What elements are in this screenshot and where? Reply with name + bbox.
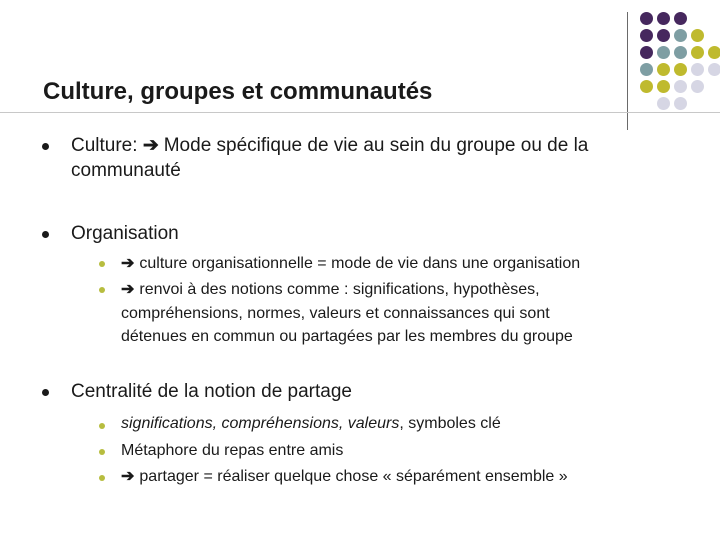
decor-dot <box>640 80 653 93</box>
sub-bullet-marker <box>99 287 105 293</box>
decor-dot <box>691 63 704 76</box>
decor-dot <box>708 46 720 59</box>
decor-dot <box>674 12 687 25</box>
sub-bullet-partage-3-text: partager = réaliser quelque chose « séparément ensemble » <box>139 468 568 485</box>
bullet-marker <box>42 231 49 238</box>
decor-dot <box>640 46 653 59</box>
sub-bullet-partage-2: Métaphore du repas entre amis <box>121 442 344 459</box>
decor-dot <box>657 12 670 25</box>
sub-bullet-org-2 <box>121 279 540 300</box>
decor-dot <box>708 63 720 76</box>
sub-bullet-partage-3 <box>121 466 568 487</box>
sub-bullet-marker <box>99 261 105 267</box>
sub-bullet-org-2-line1: renvoi à des notions comme : significations, hypothèses, <box>139 281 540 298</box>
bullet-culture-text: Mode spécifique de vie au sein du groupe ou de la <box>163 135 589 156</box>
decor-dot <box>674 97 687 110</box>
decor-dot <box>657 80 670 93</box>
decor-dot <box>657 46 670 59</box>
bullet-marker <box>42 389 49 396</box>
slide-title: Culture, groupes et communautés <box>43 78 433 105</box>
sub-bullet-marker <box>99 475 105 481</box>
sub-bullet-partage-1-italic: significations, compréhensions, valeurs <box>121 415 400 432</box>
decorative-dot-grid <box>0 0 720 130</box>
decor-dot <box>640 63 653 76</box>
decor-dot <box>657 63 670 76</box>
right-arrow-icon: ➔ <box>121 281 135 298</box>
decor-dot <box>640 12 653 25</box>
sub-bullet-marker <box>99 449 105 455</box>
decor-dot <box>657 97 670 110</box>
sub-bullet-org-2-line3: détenues en commun ou partagées par les membres du groupe <box>121 328 573 345</box>
decor-dot <box>691 46 704 59</box>
sub-bullet-org-2-line2: compréhensions, normes, valeurs et connaissances qui sont <box>121 305 550 322</box>
sub-bullet-org-1 <box>121 253 580 274</box>
sub-bullet-org-1-text: culture organisationnelle = mode de vie dans une organisation <box>139 255 581 272</box>
decor-dot <box>657 29 670 42</box>
sub-bullet-partage-1-rest: , symboles clé <box>399 415 501 432</box>
bullet-culture-line2: communauté <box>71 160 181 181</box>
sub-bullet-marker <box>99 423 105 429</box>
decor-dot <box>674 29 687 42</box>
sub-bullet-partage-1 <box>121 413 501 434</box>
right-arrow-icon: ➔ <box>121 468 135 485</box>
bullet-organisation: Organisation <box>71 223 179 244</box>
decor-dot <box>691 29 704 42</box>
decor-dot <box>674 63 687 76</box>
title-divider <box>0 112 720 113</box>
decor-dot <box>674 80 687 93</box>
right-arrow-icon: ➔ <box>142 135 159 156</box>
decor-dot <box>640 29 653 42</box>
bullet-culture <box>71 134 588 158</box>
bullet-marker <box>42 143 49 150</box>
decor-dot <box>691 80 704 93</box>
decor-dot <box>674 46 687 59</box>
right-arrow-icon: ➔ <box>121 255 135 272</box>
bullet-centralite: Centralité de la notion de partage <box>71 381 352 402</box>
bullet-culture-label: Culture: <box>71 135 143 156</box>
